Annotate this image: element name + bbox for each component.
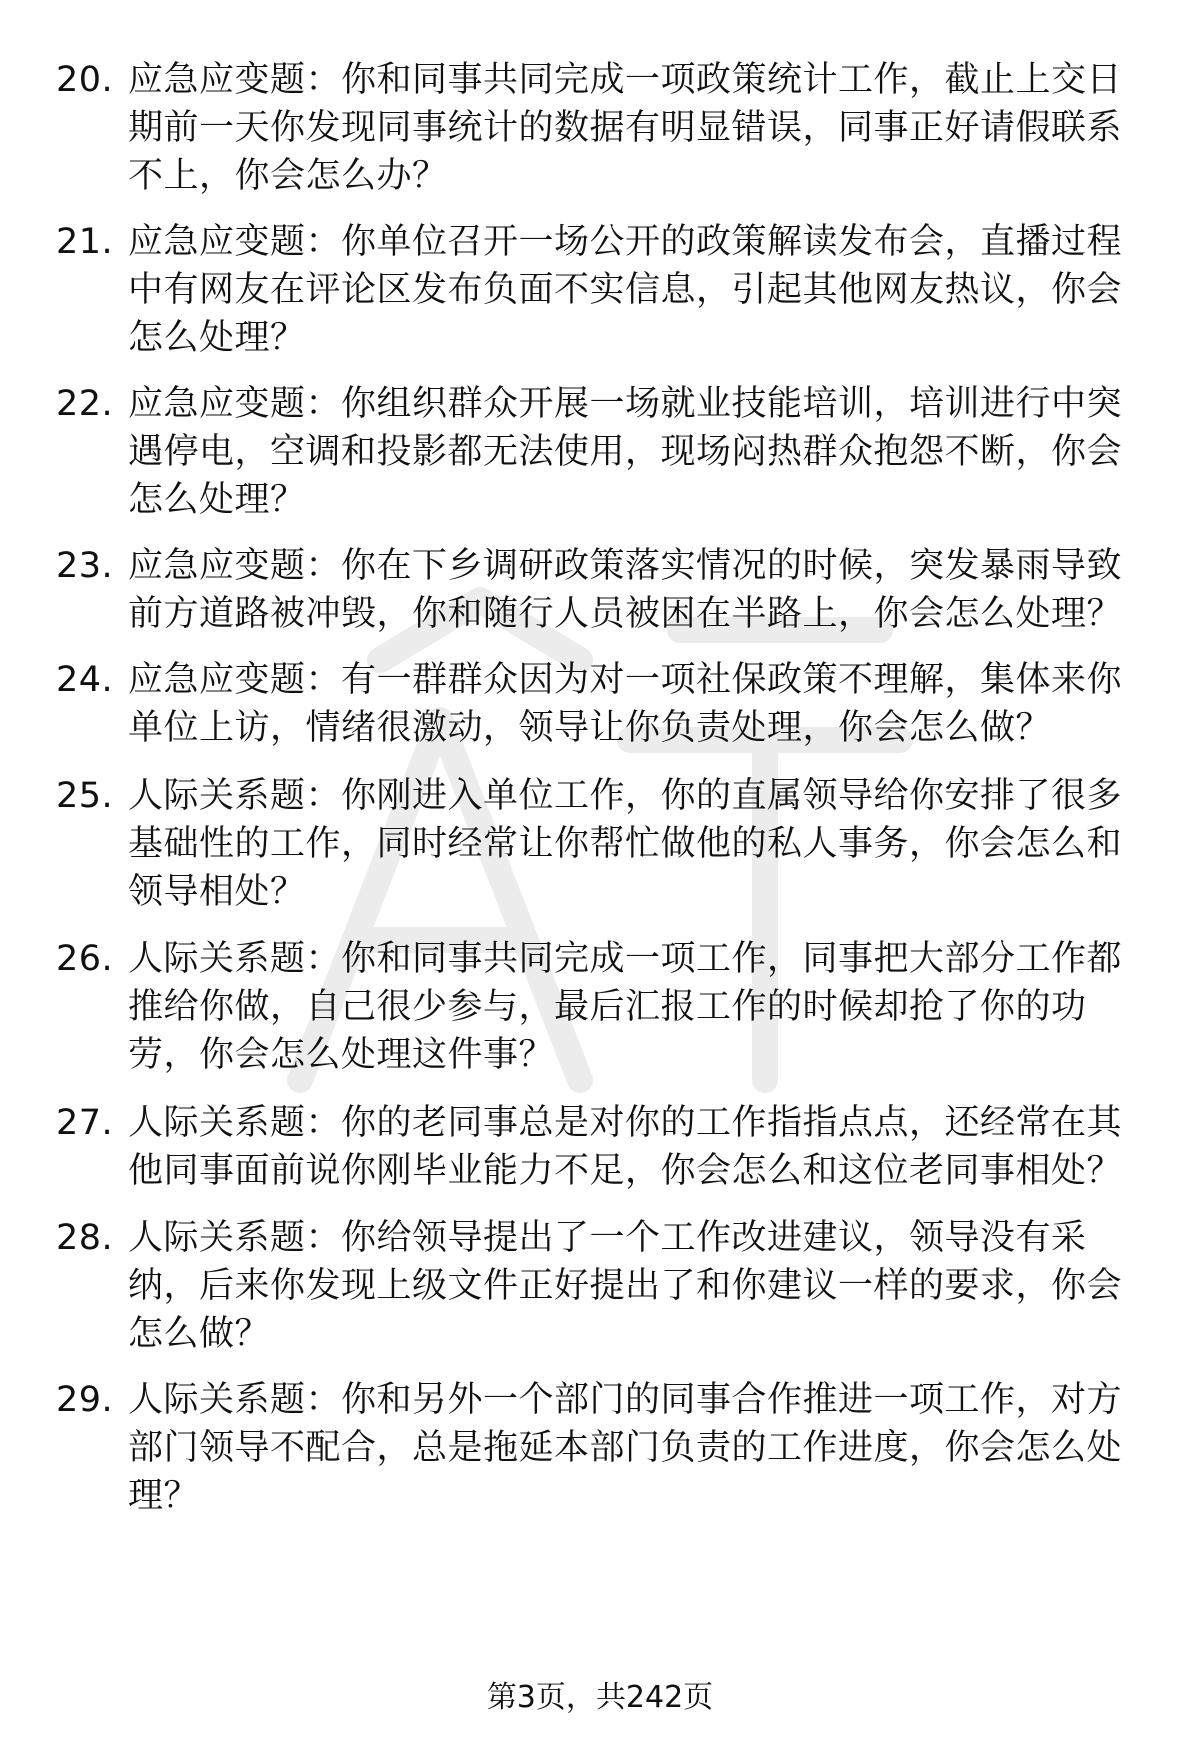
question-line: 基础性的工作，同时经常让你帮忙做他的私人事务，你会怎么和	[128, 824, 1123, 864]
question-text	[128, 1099, 1138, 1195]
question-line: 推给你做，自己很少参与，最后汇报工作的时候却抢了你的功	[128, 987, 1087, 1027]
question-line: 怎么做？	[128, 1314, 271, 1354]
question-line: 前方道路被冲毁，你和随行人员被困在半路上，你会怎么处理？	[128, 594, 1123, 634]
question-line: 劳，你会怎么处理这件事？	[128, 1035, 555, 1075]
question-line: 人际关系题：你和另外一个部门的同事合作推进一项工作，对方	[128, 1380, 1123, 1420]
question-text	[128, 772, 1138, 916]
question-text	[128, 656, 1138, 752]
question-line: 人际关系题：你和同事共同完成一项工作，同事把大部分工作都	[128, 939, 1123, 979]
question-number: 21.	[56, 222, 114, 262]
question-line: 他同事面前说你刚毕业能力不足，你会怎么和这位老同事相处？	[128, 1151, 1123, 1191]
question-line: 应急应变题：有一群群众因为对一项社保政策不理解，集体来你	[128, 660, 1123, 700]
question-line: 遇停电，空调和投影都无法使用，现场闷热群众抱怨不断，你会	[128, 432, 1123, 472]
question-line: 中有网友在评论区发布负面不实信息，引起其他网友热议，你会	[128, 270, 1123, 310]
question-line: 怎么处理？	[128, 318, 306, 358]
question-line: 人际关系题：你的老同事总是对你的工作指指点点，还经常在其	[128, 1103, 1123, 1143]
question-number: 22.	[56, 384, 114, 424]
question-line: 纳，后来你发现上级文件正好提出了和你建议一样的要求，你会	[128, 1266, 1123, 1306]
question-line: 应急应变题：你单位召开一场公开的政策解读发布会，直播过程	[128, 222, 1123, 262]
question-line: 单位上访，情绪很激动，领导让你负责处理，你会怎么做？	[128, 708, 1052, 748]
question-line: 应急应变题：你在下乡调研政策落实情况的时候，突发暴雨导致	[128, 546, 1123, 586]
question-line: 不上，你会怎么办？	[128, 156, 448, 196]
question-text	[128, 542, 1138, 638]
question-number: 23.	[56, 546, 114, 586]
question-line: 部门领导不配合，总是拖延本部门负责的工作进度，你会怎么处	[128, 1428, 1123, 1468]
question-text	[128, 56, 1138, 200]
question-line: 应急应变题：你和同事共同完成一项政策统计工作，截止上交日	[128, 60, 1123, 100]
question-text	[128, 935, 1138, 1079]
question-number: 26.	[56, 939, 114, 979]
question-number: 27.	[56, 1103, 114, 1143]
question-text	[128, 1214, 1138, 1358]
question-line: 理？	[128, 1476, 200, 1516]
question-number: 29.	[56, 1380, 114, 1420]
page-footer: 第3页，共242页	[486, 1680, 714, 1715]
question-number: 25.	[56, 776, 114, 816]
question-line: 怎么处理？	[128, 480, 306, 520]
question-number: 28.	[56, 1218, 114, 1258]
question-line: 人际关系题：你给领导提出了一个工作改进建议，领导没有采	[128, 1218, 1087, 1258]
question-text	[128, 218, 1138, 362]
question-line: 人际关系题：你刚进入单位工作，你的直属领导给你安排了很多	[128, 776, 1123, 816]
question-number: 24.	[56, 660, 114, 700]
question-text	[128, 380, 1138, 524]
question-text	[128, 1376, 1138, 1520]
question-line: 应急应变题：你组织群众开展一场就业技能培训，培训进行中突	[128, 384, 1123, 424]
question-line: 期前一天你发现同事统计的数据有明显错误，同事正好请假联系	[128, 108, 1123, 148]
question-number: 20.	[56, 60, 114, 100]
question-line: 领导相处？	[128, 872, 306, 912]
